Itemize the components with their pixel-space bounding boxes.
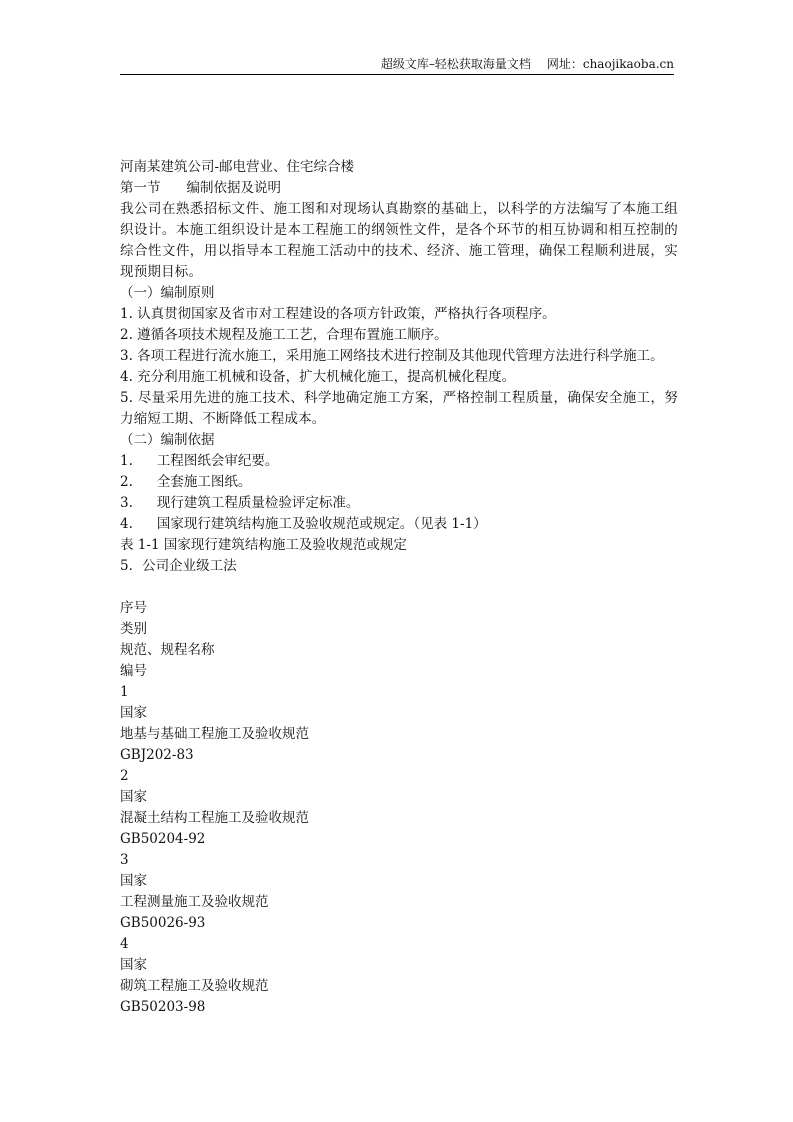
table-cell-code: GB50204-92 <box>120 831 206 847</box>
table-cell-category: 国家 <box>120 705 147 721</box>
basis-item <box>120 514 678 535</box>
table-caption: 表 1-1 国家现行建筑结构施工及验收规范或规定 <box>120 537 407 553</box>
intro-paragraph: 我公司在熟悉招标文件、施工图和对现场认真勘察的基础上，以科学的方法编写了本施工组织设计。本施工组织设计是本工程施工的纲领性文件，是各个环节的相互协调和相互控制的综合性文件，用以指导本工程施工活动中的技术、经济、施工管理，确保工程顺利进展，实现预期目标。 <box>120 201 678 280</box>
table-cell-name: 工程测量施工及验收规范 <box>120 894 269 910</box>
table-cell-code: GB50203-98 <box>120 999 206 1015</box>
standards-table <box>120 598 678 1018</box>
document-body <box>120 157 678 1018</box>
basis-item <box>120 556 678 577</box>
table-cell-no: 4 <box>120 936 129 952</box>
table-cell-no: 3 <box>120 852 129 868</box>
table-cell-no: 2 <box>120 768 129 784</box>
table-header-cell: 类别 <box>120 621 147 637</box>
basis-item-number: 2. <box>120 474 133 490</box>
principle-item: 5. 尽量采用先进的施工技术、科学地确定施工方案，严格控制工程质量，确保安全施工，努力缩短工期、不断降低工程成本。 <box>120 390 678 427</box>
table-cell-code: GB50026-93 <box>120 915 206 931</box>
basis-heading: （二）编制依据 <box>120 432 215 448</box>
section-name: 编制依据及说明 <box>186 180 281 196</box>
basis-item-number: 5． <box>120 558 143 574</box>
basis-item-text: 现行建筑工程质量检验评定标准。 <box>156 495 360 511</box>
basis-item-number: 1. <box>120 453 133 469</box>
header-url-label: 网址： <box>546 57 583 71</box>
principles-heading: （一）编制原则 <box>120 285 215 301</box>
table-header-cell: 规范、规程名称 <box>120 642 215 658</box>
basis-item-text: 全套施工图纸。 <box>156 474 252 490</box>
table-cell-no: 1 <box>120 684 129 700</box>
basis-item-text: 国家现行建筑结构施工及验收规范或规定。（见表 1-1） <box>156 516 487 532</box>
basis-item <box>120 472 678 493</box>
table-cell-category: 国家 <box>120 873 147 889</box>
header-site-name: 超级文库–轻松获取海量文档 <box>380 57 531 71</box>
table-header-cell: 序号 <box>120 600 147 616</box>
table-cell-name: 混凝土结构工程施工及验收规范 <box>120 810 309 826</box>
header-rule <box>120 74 674 75</box>
principle-item: 1. 认真贯彻国家及省市对工程建设的各项方针政策，严格执行各项程序。 <box>120 306 556 322</box>
basis-item <box>120 451 678 472</box>
table-cell-code: GBJ202-83 <box>120 747 194 763</box>
basis-item-text: 工程图纸会审纪要。 <box>156 453 279 469</box>
table-cell-category: 国家 <box>120 957 147 973</box>
basis-item-number: 4. <box>120 516 133 532</box>
spacer <box>120 577 678 598</box>
basis-item-text: 公司企业级工法 <box>142 558 237 574</box>
principle-item: 3. 各项工程进行流水施工，采用施工网络技术进行控制及其他现代管理方法进行科学施工。 <box>120 348 664 364</box>
basis-item <box>120 493 678 514</box>
section-heading <box>120 178 678 199</box>
document-title: 河南某建筑公司-邮电营业、住宅综合楼 <box>120 159 355 175</box>
table-header-cell: 编号 <box>120 663 147 679</box>
page-header <box>120 56 674 72</box>
principle-item: 2. 遵循各项技术规程及施工工艺，合理布置施工顺序。 <box>120 327 448 343</box>
basis-item-number: 3. <box>120 495 133 511</box>
table-cell-name: 砌筑工程施工及验收规范 <box>120 978 269 994</box>
table-cell-name: 地基与基础工程施工及验收规范 <box>120 726 309 742</box>
principle-item: 4. 充分利用施工机械和设备，扩大机械化施工，提高机械化程度。 <box>120 369 516 385</box>
section-number: 第一节 <box>120 180 161 196</box>
table-cell-category: 国家 <box>120 789 147 805</box>
header-url[interactable]: chaojikaoba.cn <box>582 57 674 71</box>
